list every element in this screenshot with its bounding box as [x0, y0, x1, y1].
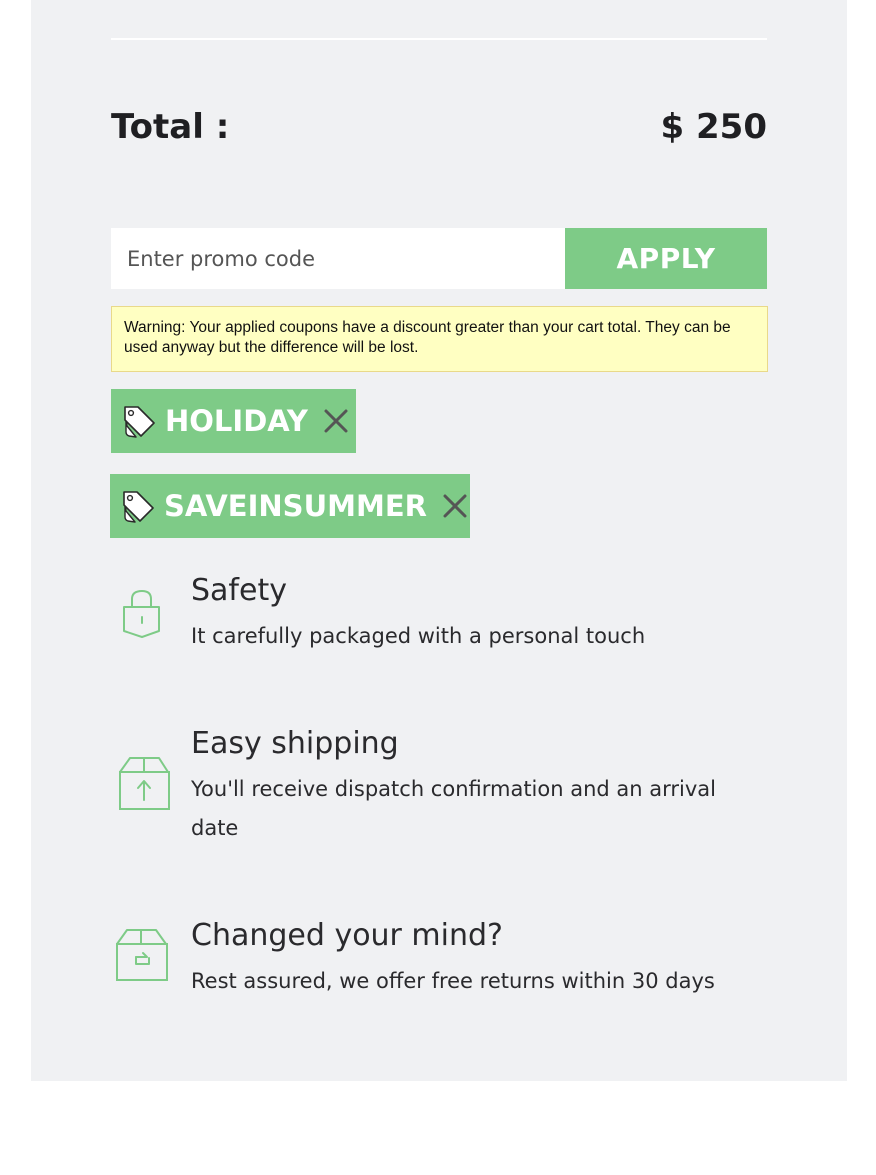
price-tag-icon	[121, 489, 155, 523]
total-row	[111, 100, 767, 154]
price-tag-icon	[122, 404, 156, 438]
coupon-warning-message	[111, 306, 768, 372]
feature-safety	[111, 573, 767, 673]
total-label: Total :	[111, 107, 230, 147]
promo-code-input[interactable]	[111, 228, 565, 289]
feature-title: Easy shipping	[191, 726, 399, 761]
feature-title: Safety	[191, 573, 287, 608]
coupon-code: SAVEINSUMMER	[164, 489, 427, 523]
close-icon[interactable]	[441, 492, 469, 520]
padlock-icon	[111, 581, 181, 651]
coupon-chip-saveinsummer	[110, 474, 470, 538]
box-return-icon	[111, 924, 181, 994]
coupon-chip-holiday	[111, 389, 356, 453]
box-upload-icon	[111, 752, 181, 822]
apply-button[interactable]: APPLY	[565, 228, 767, 289]
feature-free-returns	[111, 918, 767, 1008]
close-icon[interactable]	[322, 407, 350, 435]
divider	[111, 38, 767, 40]
feature-title: Changed your mind?	[191, 918, 503, 953]
feature-easy-shipping	[111, 726, 767, 856]
total-value: $ 250	[660, 107, 767, 147]
feature-description: It carefully packaged with a personal touch	[191, 624, 646, 648]
feature-description: You'll receive dispatch confirmation and an arrival date	[191, 777, 716, 840]
warning-text: Warning: Your applied coupons have a discount greater than your cart total. They can be used anyway but the difference will be lost.	[124, 319, 731, 356]
coupon-code: HOLIDAY	[165, 404, 308, 438]
feature-description: Rest assured, we offer free returns within 30 days	[191, 969, 715, 993]
